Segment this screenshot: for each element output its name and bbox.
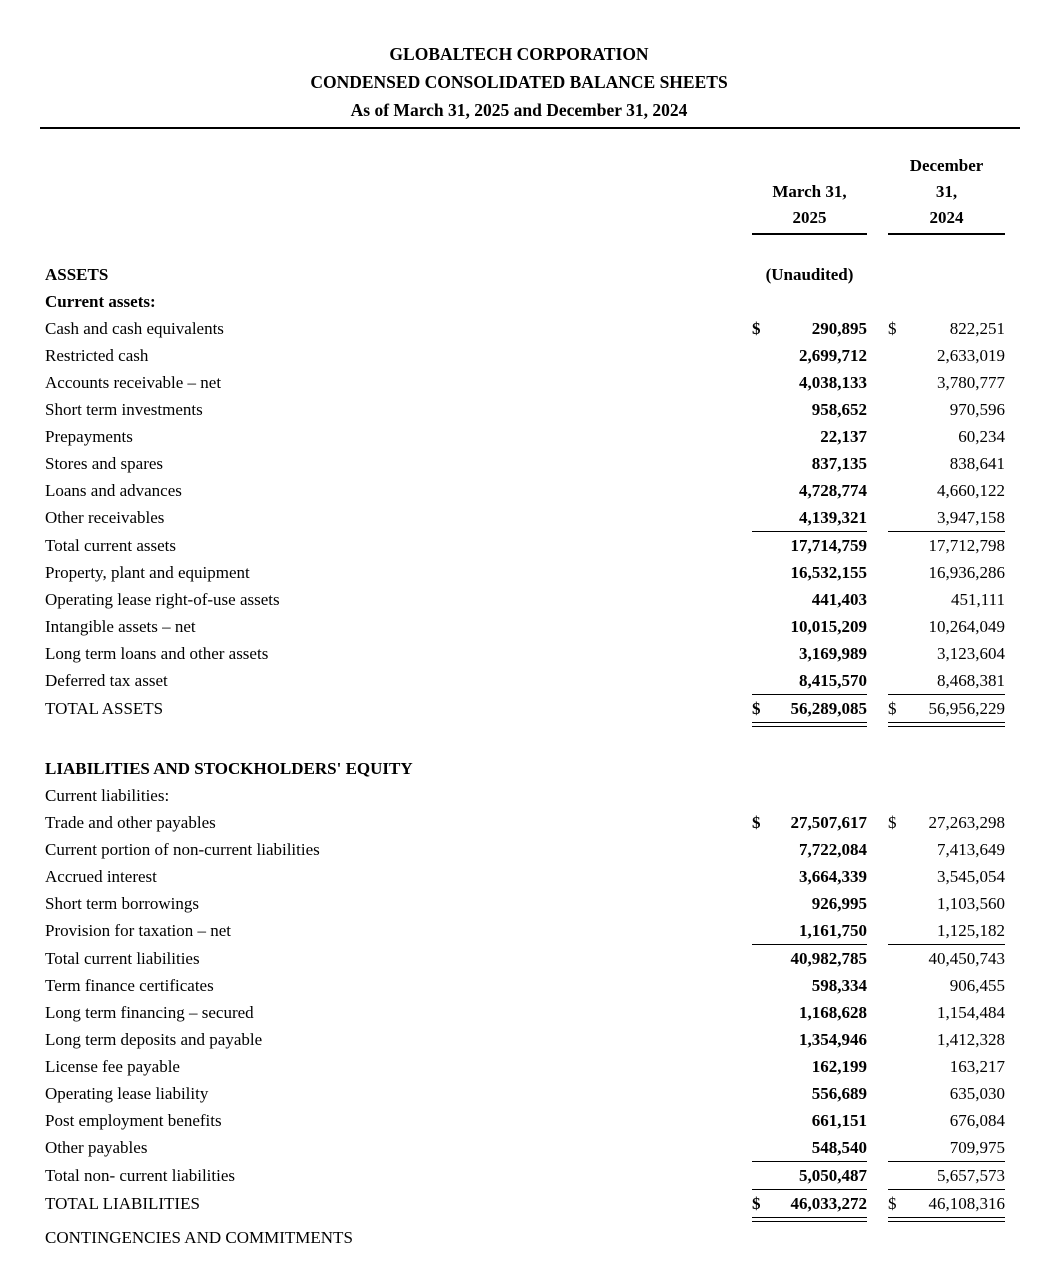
value-december-2024 bbox=[888, 369, 1005, 396]
amount: 8,415,570 bbox=[799, 671, 867, 690]
amount: 3,664,339 bbox=[799, 867, 867, 886]
value-march-2025 bbox=[752, 917, 867, 945]
row-label: Long term deposits and payable bbox=[45, 1030, 263, 1049]
table-row bbox=[45, 1080, 1005, 1107]
amount: 17,712,798 bbox=[928, 536, 1005, 555]
value-december-2024 bbox=[888, 315, 1005, 342]
row-label: Short term borrowings bbox=[45, 894, 199, 913]
row-label: Total current assets bbox=[45, 536, 176, 555]
amount: 635,030 bbox=[949, 1084, 1005, 1103]
table-row bbox=[45, 369, 1005, 396]
amount: 822,251 bbox=[949, 319, 1005, 338]
table-row bbox=[45, 288, 1005, 315]
row-label: Other receivables bbox=[45, 508, 165, 527]
table-row bbox=[45, 261, 1005, 288]
table-row bbox=[45, 1190, 1005, 1218]
value-march-2025 bbox=[752, 532, 867, 559]
column-header-line: 2024 bbox=[929, 208, 964, 227]
table-row bbox=[45, 586, 1005, 613]
amount: 661,151 bbox=[811, 1111, 867, 1130]
value-march-2025 bbox=[752, 450, 867, 477]
row-label: Property, plant and equipment bbox=[45, 563, 250, 582]
value-march-2025 bbox=[752, 809, 867, 836]
value-december-2024 bbox=[888, 477, 1005, 504]
amount: 40,982,785 bbox=[790, 949, 867, 968]
table-row bbox=[45, 613, 1005, 640]
row-label: Restricted cash bbox=[45, 346, 149, 365]
value-march-2025 bbox=[752, 1224, 867, 1251]
table-row bbox=[45, 1026, 1005, 1053]
amount: 556,689 bbox=[811, 1084, 867, 1103]
row-label: License fee payable bbox=[45, 1057, 180, 1076]
value-march-2025 bbox=[752, 559, 867, 586]
column-header-line: March 31, bbox=[772, 182, 847, 201]
value-march-2025 bbox=[752, 477, 867, 504]
value-december-2024 bbox=[888, 917, 1005, 945]
value-december-2024 bbox=[888, 504, 1005, 532]
value-december-2024 bbox=[888, 1080, 1005, 1107]
amount: 709,975 bbox=[949, 1138, 1005, 1157]
row-label: Prepayments bbox=[45, 427, 133, 446]
table-row bbox=[45, 667, 1005, 695]
amount: 3,947,158 bbox=[937, 508, 1005, 527]
amount: 441,403 bbox=[811, 590, 867, 609]
amount: 4,139,321 bbox=[799, 508, 867, 527]
row-label: Short term investments bbox=[45, 400, 203, 419]
table-row bbox=[45, 890, 1005, 917]
row-label: Loans and advances bbox=[45, 481, 182, 500]
value-december-2024 bbox=[888, 261, 1005, 288]
value-december-2024 bbox=[888, 640, 1005, 667]
value-december-2024 bbox=[888, 288, 1005, 315]
column-header-line: 31, bbox=[935, 182, 958, 201]
value-march-2025 bbox=[752, 423, 867, 450]
row-label: Total non- current liabilities bbox=[45, 1166, 236, 1185]
row-label: Provision for taxation – net bbox=[45, 921, 232, 940]
amount: 46,108,316 bbox=[928, 1194, 1005, 1213]
table-row bbox=[45, 1134, 1005, 1162]
table-row bbox=[45, 342, 1005, 369]
value-march-2025 bbox=[752, 613, 867, 640]
value-march-2025 bbox=[752, 755, 867, 782]
dollar-sign: $ bbox=[888, 319, 897, 338]
table-row bbox=[45, 640, 1005, 667]
amount: 27,507,617 bbox=[790, 813, 867, 832]
amount: 1,412,328 bbox=[937, 1030, 1005, 1049]
value-march-2025 bbox=[752, 586, 867, 613]
company-name: GLOBALTECH CORPORATION bbox=[389, 44, 649, 64]
value-march-2025 bbox=[752, 695, 867, 723]
amount: 3,169,989 bbox=[799, 644, 867, 663]
value-december-2024 bbox=[888, 836, 1005, 863]
value-december-2024 bbox=[888, 559, 1005, 586]
amount: 16,532,155 bbox=[790, 563, 867, 582]
value-march-2025 bbox=[752, 890, 867, 917]
value-march-2025 bbox=[752, 836, 867, 863]
row-label: Current assets: bbox=[45, 292, 156, 311]
amount: 4,660,122 bbox=[937, 481, 1005, 500]
row-label: TOTAL LIABILITIES bbox=[45, 1194, 200, 1213]
table-row bbox=[45, 695, 1005, 723]
value-december-2024 bbox=[888, 1134, 1005, 1162]
amount: 5,050,487 bbox=[799, 1166, 867, 1185]
amount: 16,936,286 bbox=[928, 563, 1005, 582]
period-line: As of March 31, 2025 and December 31, 2024 bbox=[350, 100, 688, 120]
row-label: Intangible assets – net bbox=[45, 617, 196, 636]
row-label: Stores and spares bbox=[45, 454, 164, 473]
amount: 1,154,484 bbox=[937, 1003, 1005, 1022]
amount: 1,103,560 bbox=[937, 894, 1005, 913]
value-march-2025 bbox=[752, 288, 867, 315]
amount: 8,468,381 bbox=[937, 671, 1005, 690]
value-december-2024 bbox=[888, 586, 1005, 613]
amount: 17,714,759 bbox=[790, 536, 867, 555]
value-march-2025 bbox=[752, 667, 867, 695]
row-label: Term finance certificates bbox=[45, 976, 214, 995]
amount: 10,264,049 bbox=[928, 617, 1005, 636]
value-march-2025 bbox=[752, 315, 867, 342]
amount: 10,015,209 bbox=[790, 617, 867, 636]
dollar-sign: $ bbox=[888, 813, 897, 832]
row-label: Accounts receivable – net bbox=[45, 373, 222, 392]
row-label: ASSETS bbox=[45, 265, 109, 284]
row-label: Total current liabilities bbox=[45, 949, 200, 968]
table-row bbox=[45, 315, 1005, 342]
value-march-2025 bbox=[752, 369, 867, 396]
value-march-2025 bbox=[752, 1162, 867, 1190]
dollar-sign: $ bbox=[888, 699, 897, 718]
table-row bbox=[45, 945, 1005, 972]
row-label: Deferred tax asset bbox=[45, 671, 168, 690]
value-december-2024 bbox=[888, 1053, 1005, 1080]
row-label: Long term financing – secured bbox=[45, 1003, 254, 1022]
table-row bbox=[45, 559, 1005, 586]
row-label: Accrued interest bbox=[45, 867, 157, 886]
amount: 970,596 bbox=[949, 400, 1005, 419]
row-label: Operating lease liability bbox=[45, 1084, 209, 1103]
table-row bbox=[45, 782, 1005, 809]
table-row bbox=[45, 999, 1005, 1026]
value-december-2024 bbox=[888, 782, 1005, 809]
amount: 3,780,777 bbox=[937, 373, 1005, 392]
amount: 1,125,182 bbox=[937, 921, 1005, 940]
amount: 22,137 bbox=[820, 427, 867, 446]
value-march-2025 bbox=[752, 1107, 867, 1134]
table-row bbox=[45, 423, 1005, 450]
amount: 46,033,272 bbox=[790, 1194, 867, 1213]
value-december-2024 bbox=[888, 972, 1005, 999]
value-march-2025 bbox=[752, 972, 867, 999]
value-march-2025 bbox=[752, 261, 867, 288]
value-december-2024 bbox=[888, 423, 1005, 450]
unaudited-note: (Unaudited) bbox=[765, 265, 854, 284]
row-label: Post employment benefits bbox=[45, 1111, 222, 1130]
amount: 4,728,774 bbox=[799, 481, 867, 500]
dollar-sign: $ bbox=[752, 319, 761, 338]
amount: 1,161,750 bbox=[799, 921, 867, 940]
table-row bbox=[45, 532, 1005, 559]
amount: 1,354,946 bbox=[799, 1030, 867, 1049]
value-december-2024 bbox=[888, 999, 1005, 1026]
row-label: Current liabilities: bbox=[45, 786, 170, 805]
amount: 1,168,628 bbox=[799, 1003, 867, 1022]
amount: 958,652 bbox=[811, 400, 867, 419]
table-row bbox=[45, 396, 1005, 423]
value-march-2025 bbox=[752, 1053, 867, 1080]
value-december-2024 bbox=[888, 1224, 1005, 1251]
column-headers bbox=[45, 153, 1005, 235]
amount: 3,545,054 bbox=[937, 867, 1005, 886]
value-december-2024 bbox=[888, 532, 1005, 559]
dollar-sign: $ bbox=[752, 699, 761, 718]
column-header-december-2024 bbox=[888, 153, 1005, 235]
value-december-2024 bbox=[888, 667, 1005, 695]
amount: 290,895 bbox=[811, 319, 867, 338]
value-december-2024 bbox=[888, 890, 1005, 917]
balance-sheet bbox=[45, 153, 1005, 1251]
column-header-march-2025 bbox=[752, 179, 867, 235]
amount: 3,123,604 bbox=[937, 644, 1005, 663]
value-december-2024 bbox=[888, 1162, 1005, 1190]
value-december-2024 bbox=[888, 1190, 1005, 1218]
table-row bbox=[45, 863, 1005, 890]
value-december-2024 bbox=[888, 1026, 1005, 1053]
table-row bbox=[45, 755, 1005, 782]
table-row bbox=[45, 972, 1005, 999]
row-label: Current portion of non-current liabilities bbox=[45, 840, 320, 859]
value-december-2024 bbox=[888, 342, 1005, 369]
amount: 4,038,133 bbox=[799, 373, 867, 392]
amount: 676,084 bbox=[949, 1111, 1005, 1130]
table-row bbox=[45, 1224, 1005, 1251]
dollar-sign: $ bbox=[888, 1194, 897, 1213]
amount: 2,633,019 bbox=[937, 346, 1005, 365]
amount: 56,956,229 bbox=[928, 699, 1005, 718]
row-label: Long term loans and other assets bbox=[45, 644, 269, 663]
amount: 926,995 bbox=[811, 894, 867, 913]
row-label: Other payables bbox=[45, 1138, 148, 1157]
table-row bbox=[45, 809, 1005, 836]
value-march-2025 bbox=[752, 396, 867, 423]
value-march-2025 bbox=[752, 640, 867, 667]
value-march-2025 bbox=[752, 945, 867, 972]
value-december-2024 bbox=[888, 450, 1005, 477]
table-row bbox=[45, 1107, 1005, 1134]
amount: 162,199 bbox=[811, 1057, 867, 1076]
table-row bbox=[45, 504, 1005, 532]
value-december-2024 bbox=[888, 613, 1005, 640]
column-header-line: December bbox=[909, 156, 984, 175]
row-label: Cash and cash equivalents bbox=[45, 319, 224, 338]
row-label: Operating lease right-of-use assets bbox=[45, 590, 280, 609]
value-march-2025 bbox=[752, 1134, 867, 1162]
value-march-2025 bbox=[752, 1080, 867, 1107]
table-row bbox=[45, 836, 1005, 863]
value-march-2025 bbox=[752, 999, 867, 1026]
value-december-2024 bbox=[888, 945, 1005, 972]
amount: 451,111 bbox=[951, 590, 1005, 609]
value-march-2025 bbox=[752, 782, 867, 809]
row-label: TOTAL ASSETS bbox=[45, 699, 164, 718]
dollar-sign: $ bbox=[752, 1194, 761, 1213]
amount: 163,217 bbox=[949, 1057, 1005, 1076]
balance-sheet-rows bbox=[45, 261, 1005, 1251]
column-header-line: 2025 bbox=[792, 208, 827, 227]
row-label: Trade and other payables bbox=[45, 813, 216, 832]
statement-title: CONDENSED CONSOLIDATED BALANCE SHEETS bbox=[310, 72, 728, 92]
value-march-2025 bbox=[752, 1190, 867, 1218]
amount: 7,413,649 bbox=[937, 840, 1005, 859]
value-december-2024 bbox=[888, 863, 1005, 890]
amount: 60,234 bbox=[958, 427, 1005, 446]
row-label: CONTINGENCIES AND COMMITMENTS bbox=[45, 1228, 353, 1247]
value-march-2025 bbox=[752, 863, 867, 890]
value-december-2024 bbox=[888, 1107, 1005, 1134]
title-divider bbox=[40, 127, 1020, 129]
value-march-2025 bbox=[752, 342, 867, 369]
amount: 837,135 bbox=[811, 454, 867, 473]
amount: 27,263,298 bbox=[928, 813, 1005, 832]
row-label: LIABILITIES AND STOCKHOLDERS' EQUITY bbox=[45, 759, 413, 778]
amount: 906,455 bbox=[949, 976, 1005, 995]
table-row bbox=[45, 1053, 1005, 1080]
value-march-2025 bbox=[752, 1026, 867, 1053]
amount: 40,450,743 bbox=[928, 949, 1005, 968]
table-row bbox=[45, 477, 1005, 504]
value-march-2025 bbox=[752, 504, 867, 532]
table-row bbox=[45, 917, 1005, 945]
value-december-2024 bbox=[888, 695, 1005, 723]
value-december-2024 bbox=[888, 755, 1005, 782]
report-header bbox=[0, 40, 1038, 124]
amount: 56,289,085 bbox=[790, 699, 867, 718]
amount: 548,540 bbox=[811, 1138, 867, 1157]
amount: 598,334 bbox=[811, 976, 867, 995]
table-row bbox=[45, 1162, 1005, 1190]
value-december-2024 bbox=[888, 809, 1005, 836]
table-row bbox=[45, 450, 1005, 477]
amount: 2,699,712 bbox=[799, 346, 867, 365]
dollar-sign: $ bbox=[752, 813, 761, 832]
value-december-2024 bbox=[888, 396, 1005, 423]
amount: 5,657,573 bbox=[937, 1166, 1005, 1185]
amount: 7,722,084 bbox=[799, 840, 867, 859]
amount: 838,641 bbox=[949, 454, 1005, 473]
